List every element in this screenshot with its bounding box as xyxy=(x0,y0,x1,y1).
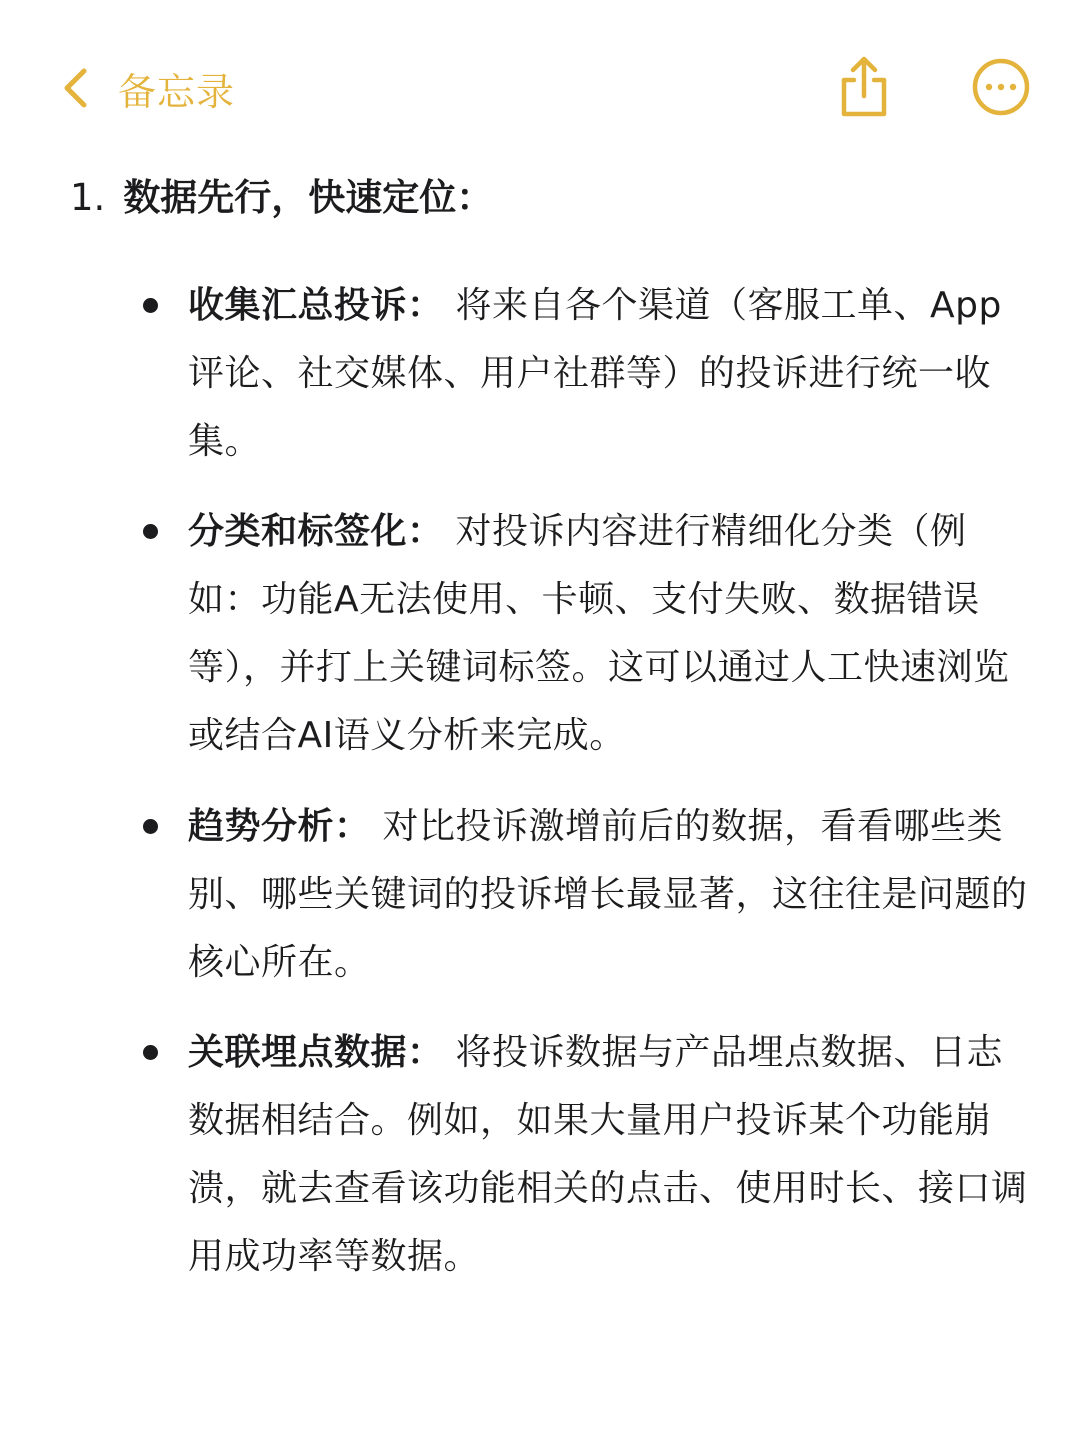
share-icon xyxy=(836,103,892,122)
item-term: 关联埋点数据： xyxy=(188,1032,444,1073)
list-item xyxy=(188,793,1028,997)
bullet-icon xyxy=(143,524,158,539)
more-button[interactable] xyxy=(972,58,1030,116)
heading-number: 1. xyxy=(70,176,106,219)
back-label: 备忘录 xyxy=(118,69,236,114)
item-body: 对比投诉激增前后的数据，看看哪些类别、哪些关键词的投诉增长最显著，这往往是问题的核心所在。 xyxy=(188,806,1028,983)
heading-text: 数据先行，快速定位： xyxy=(123,176,494,219)
bullet-icon xyxy=(143,819,158,834)
list-item xyxy=(188,272,1028,476)
item-term: 收集汇总投诉： xyxy=(188,285,444,326)
navigation-bar xyxy=(0,0,1080,170)
item-term: 趋势分析： xyxy=(188,806,371,847)
share-button[interactable] xyxy=(836,56,892,118)
bullet-icon xyxy=(143,1045,158,1060)
chevron-left-icon xyxy=(62,68,88,108)
item-body: 对投诉内容进行精细化分类（例如：功能A无法使用、卡顿、支付失败、数据错误等），并打上关键词标签。这可以通过人工快速浏览或结合AI语义分析来完成。 xyxy=(188,511,1010,756)
more-icon xyxy=(972,101,1030,120)
item-term: 分类和标签化： xyxy=(188,511,444,552)
list-item xyxy=(188,1019,1028,1291)
section-heading xyxy=(70,172,493,224)
item-body: 将来自各个渠道（客服工单、App评论、社交媒体、用户社群等）的投诉进行统一收集。 xyxy=(188,285,1002,462)
bullet-icon xyxy=(143,298,158,313)
back-button[interactable] xyxy=(62,58,235,118)
list-item xyxy=(188,498,1028,770)
item-body: 将投诉数据与产品埋点数据、日志数据相结合。例如，如果大量用户投诉某个功能崩溃，就去查看该功能相关的点击、使用时长、接口调用成功率等数据。 xyxy=(188,1032,1028,1277)
